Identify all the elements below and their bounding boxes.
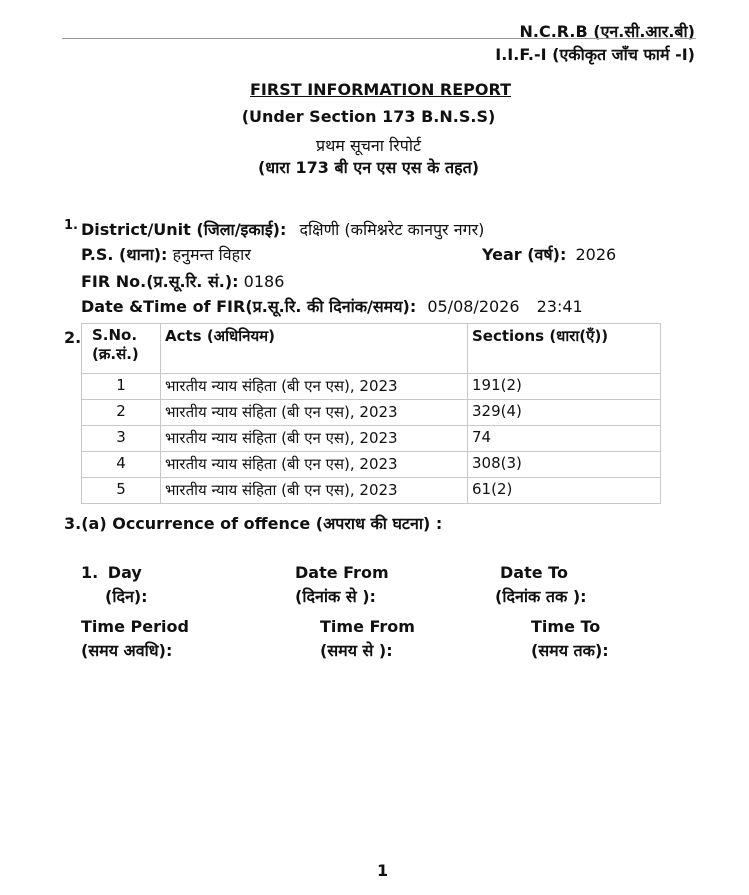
fir-value: 0186 xyxy=(243,272,285,291)
row-section: 74 xyxy=(468,426,661,452)
year-label: Year (वर्ष): xyxy=(482,245,567,264)
date-from-label: Date From xyxy=(295,563,389,582)
section3-number: 3.(a) xyxy=(64,514,107,533)
header-sno xyxy=(82,324,161,374)
row-sno: 2 xyxy=(82,400,161,426)
time-from-label-hi: (समय से ): xyxy=(320,641,393,660)
table-row xyxy=(82,452,661,478)
fir-time-value: 23:41 xyxy=(536,297,583,316)
time-to-label: Time To xyxy=(531,617,601,636)
section2-number: 2. xyxy=(64,328,82,347)
header-sections: Sections (धारा(एँ)) xyxy=(468,324,661,374)
time-period-label: Time Period xyxy=(81,617,189,636)
time-to-label-hi: (समय तक): xyxy=(531,641,609,660)
row-act: भारतीय न्याय संहिता (बी एन एस), 2023 xyxy=(161,400,468,426)
date-to-label: Date To xyxy=(500,563,568,582)
ps-row xyxy=(81,243,251,265)
fir-row xyxy=(81,270,284,292)
fir-label: FIR No.(प्र.सू.रि. सं.): xyxy=(81,272,239,291)
row-sno: 4 xyxy=(82,452,161,478)
datetime-row xyxy=(81,295,583,317)
header-sno-en: S.No. xyxy=(92,326,138,344)
ncrb-header: N.C.R.B (एन.सी.आर.बी) xyxy=(519,22,695,41)
row-sno: 1 xyxy=(82,374,161,400)
report-title-hindi: प्रथम सूचना रिपोर्ट xyxy=(315,136,422,155)
row-section: 308(3) xyxy=(468,452,661,478)
row-act: भारतीय न्याय संहिता (बी एन एस), 2023 xyxy=(161,426,468,452)
year-value: 2026 xyxy=(575,245,617,264)
fir-date-value: 05/08/2026 xyxy=(427,297,520,316)
table-row xyxy=(82,400,661,426)
day-label-hi: (दिन): xyxy=(105,587,148,606)
section3-title-hi: (अपराध की घटना) : xyxy=(315,514,443,533)
section1-number: 1. xyxy=(64,218,78,233)
table-row xyxy=(82,426,661,452)
district-value: दक्षिणी (कमिश्नरेट कानपुर नगर) xyxy=(299,220,485,239)
time-period-label-hi: (समय अवधि): xyxy=(81,641,173,660)
time-from-label: Time From xyxy=(320,617,415,636)
table-header-row xyxy=(82,324,661,374)
page-number: 1 xyxy=(377,861,389,880)
row-sno: 3 xyxy=(82,426,161,452)
row-section: 329(4) xyxy=(468,400,661,426)
acts-sections-table xyxy=(81,323,661,504)
day-label: Day xyxy=(107,563,142,582)
report-under-section: (Under Section 173 B.N.S.S) xyxy=(241,107,496,126)
datetime-label: Date &Time of FIR(प्र.सू.रि. की दिनांक/समय): xyxy=(81,297,417,316)
header-sno-hi: (क्र.सं.) xyxy=(92,345,139,363)
header-divider xyxy=(62,38,696,39)
section3-row xyxy=(64,512,442,534)
day-label-row xyxy=(81,563,142,582)
ps-value: हनुमन्त विहार xyxy=(172,245,251,264)
row-act: भारतीय न्याय संहिता (बी एन एस), 2023 xyxy=(161,452,468,478)
table-row xyxy=(82,374,661,400)
form-header: I.I.F.-I (एकीकृत जाँच फार्म -I) xyxy=(495,45,695,64)
header-acts: Acts (अधिनियम) xyxy=(161,324,468,374)
year-row xyxy=(482,243,616,265)
district-row xyxy=(81,218,484,240)
date-from-label-hi: (दिनांक से ): xyxy=(295,587,376,606)
table-row xyxy=(82,478,661,504)
report-title-text: FIRST INFORMATION REPORT xyxy=(250,80,511,99)
report-under-hindi: (धारा 173 बी एन एस एस के तहत) xyxy=(257,158,480,177)
row-section: 61(2) xyxy=(468,478,661,504)
section3-title: Occurrence of offence xyxy=(112,514,311,533)
report-title xyxy=(6,80,749,99)
sub-number: 1. xyxy=(81,563,99,582)
row-act: भारतीय न्याय संहिता (बी एन एस), 2023 xyxy=(161,374,468,400)
row-sno: 5 xyxy=(82,478,161,504)
row-section: 191(2) xyxy=(468,374,661,400)
district-label: District/Unit (जिला/इकाई): xyxy=(81,220,287,239)
ps-label: P.S. (थाना): xyxy=(81,245,168,264)
date-to-label-hi: (दिनांक तक ): xyxy=(495,587,587,606)
row-act: भारतीय न्याय संहिता (बी एन एस), 2023 xyxy=(161,478,468,504)
